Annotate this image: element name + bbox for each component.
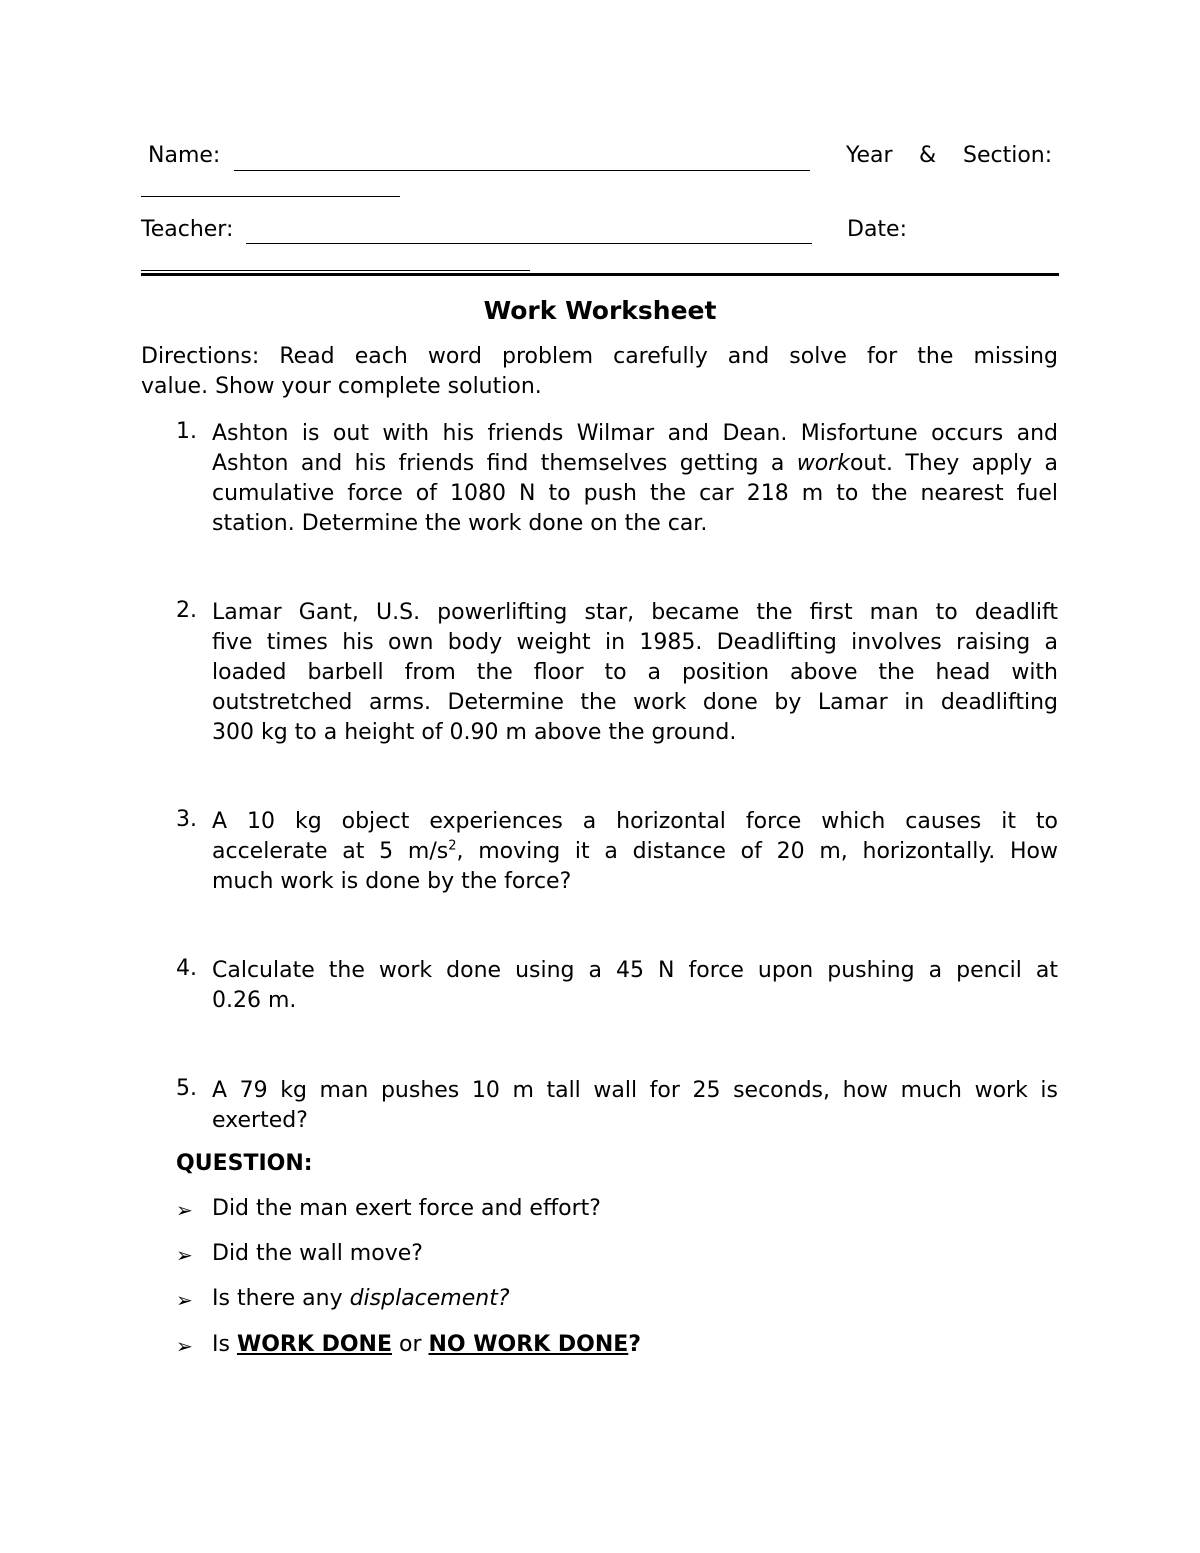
teacher-label: Teacher: [141, 217, 234, 242]
problem-number: 5. [176, 1076, 197, 1101]
arrow-bullet-icon: ➢ [176, 1198, 193, 1222]
question-2: Did the wall move? [212, 1241, 423, 1266]
question-1: Did the man exert force and effort? [212, 1196, 601, 1221]
arrow-bullet-icon: ➢ [176, 1334, 193, 1358]
problem-number: 3. [176, 807, 197, 832]
page-title: Work Worksheet [483, 296, 717, 325]
teacher-field[interactable] [246, 243, 812, 244]
name-field[interactable] [234, 170, 810, 171]
no-work-done-option: NO WORK DONE [428, 1332, 629, 1357]
problem-text: A 10 kg object experiences a horizontal force which causes it to accelerate at 5 $m/s^2$, moving it a distance of 20 m, horizontally. How much work is done by the force? [212, 809, 1058, 894]
work-done-option: WORK DONE [236, 1332, 392, 1357]
arrow-bullet-icon: ➢ [176, 1288, 193, 1312]
date-field[interactable] [141, 270, 530, 271]
ampersand: & [919, 143, 937, 168]
question-3: Is there any displacement? [212, 1286, 510, 1311]
question-heading: QUESTION: [176, 1151, 313, 1176]
problem-number: 1. [176, 419, 197, 444]
arrow-bullet-icon: ➢ [176, 1243, 193, 1267]
problem-number: 2. [176, 598, 197, 623]
name-label: Name: [148, 143, 221, 168]
header-divider [141, 273, 1059, 276]
directions-line-2: value. Show your complete solution. [141, 374, 542, 399]
problem-3-line-2: accelerate at 5 $m/s^2$, moving it a distance of 20 m, horizontally. How [212, 838, 1058, 864]
section-label: Section: [963, 143, 1053, 168]
question-4: Is WORK DONE or NO WORK DONE? [212, 1332, 642, 1357]
directions-line-1: Directions: Read each word problem carefully and solve for the missing [141, 344, 1058, 369]
year-section-field[interactable] [141, 196, 400, 197]
problem-1-line-2: Ashton and his friends find themselves getting a workout. They apply a [212, 451, 1058, 476]
problem-text: A 79 kg man pushes 10 m tall wall for 25 seconds, how much work is exerted? [212, 1078, 1058, 1133]
problem-text: Ashton is out with his friends Wilmar and Dean. Misfortune occurs and Ashton and his friends find themselves getting a workout. They apply a cumulative force of 1080 N to push the car 218 m to the nearest fuel station. Determine the work done on the car. [212, 421, 1058, 536]
year-label: Year [846, 143, 893, 168]
problem-text: Calculate the work done using a 45 N force upon pushing a pencil at 0.26 m. [212, 958, 1058, 1013]
date-label: Date: [847, 217, 907, 242]
problem-text: Lamar Gant, U.S. powerlifting star, became the first man to deadlift five times his own body weight in 1985. Deadlifting involves raising a loaded barbell from the floor to a position above the head with outstretched arms. Determine the work done by Lamar in deadlifting 300 kg to a height of 0.90 m above the ground. [212, 600, 1058, 745]
problem-number: 4. [176, 956, 197, 981]
